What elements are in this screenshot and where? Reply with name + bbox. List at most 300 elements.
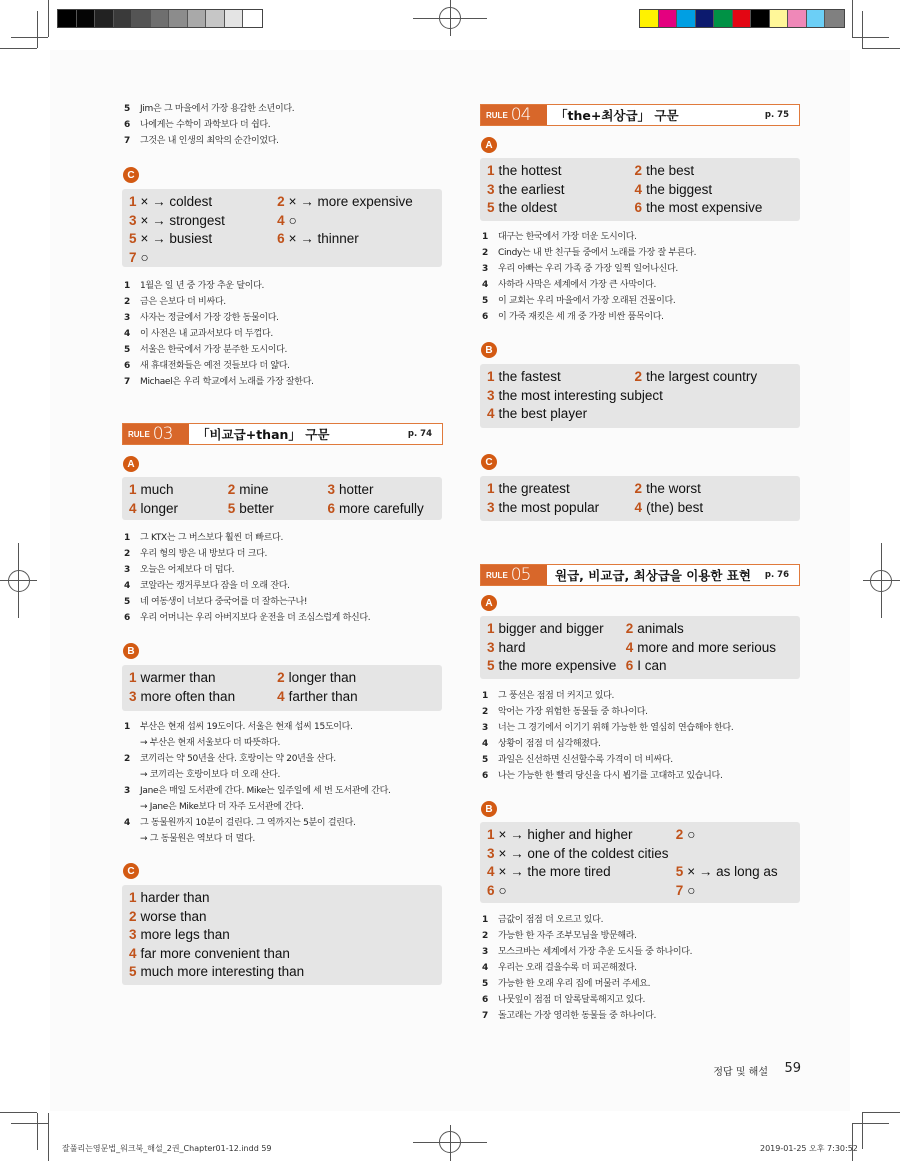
answer-text: better bbox=[239, 500, 274, 516]
answer-item bbox=[487, 480, 635, 499]
answer-row bbox=[129, 908, 435, 927]
translation-item bbox=[122, 767, 462, 783]
answer-item bbox=[635, 499, 793, 518]
translation-item bbox=[122, 546, 462, 562]
answer-text: the most expensive bbox=[646, 200, 763, 215]
answer-number: 3 bbox=[487, 845, 495, 861]
translation-item bbox=[480, 261, 820, 277]
cmyk-color-bar bbox=[639, 9, 845, 28]
rule-page-ref: p. 76 bbox=[764, 570, 789, 580]
answer-row bbox=[487, 620, 793, 639]
answer-item bbox=[635, 480, 793, 499]
answer-row bbox=[129, 249, 435, 268]
color-swatch bbox=[788, 10, 807, 27]
answer-row bbox=[487, 845, 793, 864]
translation-item bbox=[122, 310, 462, 326]
item-text: Jim은 그 마을에서 가장 용감한 소년이다. bbox=[140, 104, 295, 114]
section-badge-b: B bbox=[481, 342, 497, 358]
answer-number: 4 bbox=[277, 212, 285, 228]
answer-item bbox=[626, 657, 793, 676]
item-text: 이 가죽 재킷은 세 개 중 가장 비싼 품목이다. bbox=[498, 312, 664, 322]
answer-item bbox=[487, 845, 680, 864]
translation-list bbox=[122, 719, 462, 847]
rule-tag bbox=[481, 565, 547, 585]
answer-row bbox=[487, 181, 793, 200]
item-text: 부산은 현재 섭씨 19도이다. 서울은 현재 섭씨 15도이다. bbox=[140, 722, 353, 732]
item-text: 이 사전은 내 교과서보다 더 두껍다. bbox=[140, 329, 273, 339]
item-text: 우리 아빠는 우리 가족 중 가장 일찍 일어나신다. bbox=[498, 264, 678, 274]
item-number: 5 bbox=[124, 104, 130, 114]
answer-number: 6 bbox=[487, 882, 495, 898]
answer-text: hard bbox=[498, 639, 526, 655]
answer-number: 4 bbox=[277, 688, 285, 704]
color-swatch bbox=[243, 10, 262, 27]
answer-row bbox=[487, 480, 793, 499]
answer-row bbox=[487, 162, 793, 181]
answer-number: 7 bbox=[129, 249, 137, 265]
answer-text: × → strongest bbox=[140, 212, 225, 228]
answer-text: the hottest bbox=[498, 163, 562, 178]
rule-05-header bbox=[480, 564, 800, 586]
answer-item bbox=[129, 193, 277, 212]
grayscale-color-bar bbox=[57, 9, 263, 28]
answer-item bbox=[327, 481, 435, 500]
item-number: 4 bbox=[124, 818, 130, 828]
answer-number: 3 bbox=[327, 482, 335, 497]
answer-text: harder than bbox=[140, 890, 210, 905]
answer-number: 2 bbox=[227, 482, 236, 497]
crop-mark bbox=[852, 1123, 853, 1161]
translation-item bbox=[480, 704, 820, 720]
answer-item bbox=[487, 387, 663, 406]
translation-item bbox=[480, 293, 820, 309]
color-swatch bbox=[640, 10, 659, 27]
answer-text: longer bbox=[140, 500, 179, 516]
translation-item bbox=[122, 831, 462, 847]
translation-list bbox=[122, 530, 462, 626]
item-text: 모스크바는 세계에서 가장 추운 도시들 중 하나이다. bbox=[498, 947, 693, 957]
answer-number: 6 bbox=[327, 500, 335, 516]
answer-row bbox=[129, 945, 435, 964]
answer-item bbox=[676, 826, 793, 845]
translation-item bbox=[480, 976, 820, 992]
translation-item bbox=[480, 688, 820, 704]
answer-row bbox=[487, 387, 793, 406]
answer-item bbox=[129, 945, 429, 964]
translation-item bbox=[480, 912, 820, 928]
answer-number: 1 bbox=[487, 481, 495, 496]
item-number: 4 bbox=[482, 280, 488, 290]
answer-number: 1 bbox=[129, 194, 137, 209]
item-number: 5 bbox=[124, 345, 130, 355]
answer-item bbox=[277, 669, 435, 688]
answer-number: 4 bbox=[129, 500, 137, 516]
item-number: 6 bbox=[124, 361, 130, 371]
section-badge-b: B bbox=[481, 801, 497, 817]
answer-item bbox=[129, 963, 429, 982]
color-swatch bbox=[807, 10, 826, 27]
crop-mark bbox=[0, 1112, 37, 1113]
rule-title: 「the+최상급」 구문 bbox=[555, 108, 679, 123]
item-text: 우리 형의 방은 내 방보다 더 크다. bbox=[140, 549, 268, 559]
crop-mark bbox=[11, 37, 48, 38]
color-swatch bbox=[77, 10, 96, 27]
answer-number: 1 bbox=[129, 482, 137, 497]
translation-item bbox=[122, 133, 462, 149]
answer-item bbox=[129, 669, 277, 688]
crop-mark bbox=[37, 11, 38, 48]
item-text: Jane은 매일 도서관에 간다. Mike는 일주일에 세 번 도서관에 간다. bbox=[140, 786, 391, 796]
answer-text: more carefully bbox=[338, 500, 424, 516]
section-badge-b: B bbox=[123, 643, 139, 659]
answer-row bbox=[129, 193, 435, 212]
answer-text: × → as long as bbox=[687, 864, 778, 879]
crop-mark bbox=[0, 48, 37, 49]
item-text: 이 교회는 우리 마을에서 가장 오래된 건물이다. bbox=[498, 296, 676, 306]
item-text: 오늘은 어제보다 더 덥다. bbox=[140, 565, 235, 575]
answer-text: ○ bbox=[687, 882, 696, 898]
section-badge-a: A bbox=[481, 595, 497, 611]
answer-item bbox=[129, 212, 277, 231]
answer-text: worse than bbox=[140, 908, 207, 924]
rule-number: 03 bbox=[152, 424, 173, 444]
answer-number: 1 bbox=[487, 369, 495, 384]
crop-mark bbox=[862, 1112, 900, 1113]
answer-text: × → busiest bbox=[140, 231, 213, 246]
crop-mark bbox=[862, 11, 863, 48]
color-swatch bbox=[114, 10, 133, 27]
answer-row bbox=[129, 963, 435, 982]
item-number: 4 bbox=[482, 739, 488, 749]
item-text: 코끼리는 약 50년을 산다. 호랑이는 약 20년을 산다. bbox=[140, 754, 336, 764]
answer-item bbox=[277, 212, 435, 231]
item-number: 2 bbox=[482, 707, 488, 717]
item-number: 1 bbox=[482, 691, 488, 701]
item-number: 5 bbox=[482, 755, 488, 765]
answer-item bbox=[129, 688, 277, 707]
item-number: 7 bbox=[124, 377, 130, 387]
translation-item bbox=[480, 277, 820, 293]
answer-number: 4 bbox=[129, 945, 137, 961]
color-swatch bbox=[132, 10, 151, 27]
translation-list bbox=[480, 229, 820, 325]
translation-item bbox=[122, 294, 462, 310]
print-slug-date: 2019-01-25 오후 7:30:52 bbox=[760, 1144, 858, 1153]
item-text: Michael은 우리 학교에서 노래를 가장 잘한다. bbox=[140, 377, 314, 387]
answer-box bbox=[480, 822, 800, 903]
answer-item bbox=[635, 368, 793, 387]
rule-page-ref: p. 75 bbox=[764, 110, 789, 120]
translation-item bbox=[122, 101, 462, 117]
translation-item bbox=[480, 309, 820, 325]
color-swatch bbox=[770, 10, 789, 27]
answer-number: 6 bbox=[634, 200, 643, 215]
item-text: 상황이 점점 더 심각해졌다. bbox=[498, 739, 601, 749]
color-swatch bbox=[733, 10, 752, 27]
answer-item bbox=[487, 199, 635, 218]
item-text: 대구는 한국에서 가장 더운 도시이다. bbox=[498, 232, 637, 242]
item-number: 2 bbox=[482, 931, 488, 941]
answer-row bbox=[129, 500, 435, 519]
item-text: 새 휴대전화들은 예전 것들보다 더 얇다. bbox=[140, 361, 290, 371]
item-number: 4 bbox=[124, 329, 130, 339]
translation-item bbox=[480, 245, 820, 261]
answer-number: 5 bbox=[129, 964, 137, 979]
item-number: 3 bbox=[124, 313, 130, 323]
item-text: 네 여동생이 너보다 중국어를 더 잘하는구나! bbox=[140, 597, 308, 607]
answer-number: 3 bbox=[129, 927, 137, 942]
answer-row bbox=[487, 863, 793, 882]
translation-item bbox=[122, 594, 462, 610]
answer-number: 1 bbox=[487, 163, 495, 178]
item-number: 1 bbox=[482, 232, 488, 242]
answer-item bbox=[129, 500, 228, 519]
answer-text: × → more expensive bbox=[288, 194, 413, 209]
item-text: 금값이 점점 더 오르고 있다. bbox=[498, 915, 604, 925]
item-number: 3 bbox=[482, 723, 488, 733]
item-number: 5 bbox=[482, 296, 488, 306]
rule-title: 원급, 비교급, 최상급을 이용한 표현 bbox=[555, 568, 751, 583]
answer-row bbox=[487, 639, 793, 658]
answer-box bbox=[122, 189, 442, 267]
rule-number: 04 bbox=[510, 105, 531, 125]
answer-row bbox=[487, 199, 793, 218]
rule-page-ref: p. 74 bbox=[407, 429, 432, 439]
item-text: 1월은 일 년 중 가장 추운 달이다. bbox=[140, 281, 265, 291]
answer-row bbox=[487, 368, 793, 387]
answer-text: the earliest bbox=[498, 181, 565, 197]
color-swatch bbox=[188, 10, 207, 27]
answer-item bbox=[327, 500, 435, 519]
answer-text: farther than bbox=[288, 688, 358, 704]
answer-number: 2 bbox=[277, 194, 285, 209]
crop-mark bbox=[862, 48, 900, 49]
running-footer-title: 정답 및 해설 bbox=[713, 1067, 768, 1078]
answer-text: the biggest bbox=[646, 181, 713, 197]
rule-03-header bbox=[122, 423, 443, 445]
translation-item bbox=[122, 578, 462, 594]
item-text: → Jane은 Mike보다 더 자주 도서관에 간다. bbox=[140, 802, 304, 812]
rule-label: RULE bbox=[486, 570, 508, 580]
answer-number: 3 bbox=[129, 212, 137, 228]
translation-item bbox=[122, 278, 462, 294]
color-swatch bbox=[58, 10, 77, 27]
item-number: 2 bbox=[482, 248, 488, 258]
rule-04-header bbox=[480, 104, 800, 126]
print-slug-filename: 잘풀리는영문법_워크북_해설_2권_Chapter01-12.indd 59 bbox=[62, 1144, 272, 1153]
item-number: 2 bbox=[124, 754, 130, 764]
item-text: 가능한 한 자주 조부모님을 방문해라. bbox=[498, 931, 637, 941]
item-text: 나에게는 수학이 과학보다 더 쉽다. bbox=[140, 120, 271, 130]
item-number bbox=[122, 799, 140, 815]
answer-item bbox=[626, 639, 793, 658]
answer-number: 1 bbox=[129, 670, 137, 685]
item-number: 7 bbox=[482, 1011, 488, 1021]
answer-text: the largest country bbox=[646, 369, 758, 384]
answer-text: much bbox=[140, 482, 174, 497]
crop-mark bbox=[48, 0, 49, 37]
item-number: 3 bbox=[124, 786, 130, 796]
color-swatch bbox=[169, 10, 188, 27]
answer-number: 1 bbox=[129, 890, 137, 905]
item-number: 5 bbox=[482, 979, 488, 989]
color-swatch bbox=[696, 10, 715, 27]
translation-item bbox=[122, 358, 462, 374]
answer-number: 5 bbox=[487, 200, 495, 215]
answer-text: more and more serious bbox=[637, 639, 777, 655]
answer-number: 3 bbox=[129, 688, 137, 704]
item-text: 그것은 내 인생의 최악의 순간이었다. bbox=[140, 136, 279, 146]
translation-item bbox=[122, 783, 462, 799]
answer-text: the best bbox=[646, 163, 695, 178]
answer-item bbox=[228, 500, 328, 519]
answer-number: 4 bbox=[634, 181, 643, 197]
answer-number: 4 bbox=[487, 864, 495, 879]
item-number: 4 bbox=[124, 581, 130, 591]
answer-item bbox=[676, 882, 793, 901]
color-swatch bbox=[151, 10, 170, 27]
answer-row bbox=[487, 499, 793, 518]
answer-number: 5 bbox=[227, 500, 236, 516]
item-number: 5 bbox=[124, 597, 130, 607]
item-text: 서울은 한국에서 가장 분주한 도시이다. bbox=[140, 345, 288, 355]
answer-text: the worst bbox=[646, 481, 701, 496]
answer-text: × → coldest bbox=[140, 194, 213, 209]
section-badge-a: A bbox=[481, 137, 497, 153]
rule-title: 「비교급+than」 구문 bbox=[197, 427, 330, 442]
answer-number: 5 bbox=[675, 864, 684, 879]
item-number: 4 bbox=[482, 963, 488, 973]
answer-item bbox=[487, 863, 676, 882]
answer-number: 2 bbox=[634, 369, 643, 384]
answer-text: ○ bbox=[140, 249, 149, 265]
item-text: → 그 동물원은 역보다 더 멀다. bbox=[140, 834, 255, 844]
answer-box bbox=[122, 665, 442, 711]
item-number: 6 bbox=[482, 995, 488, 1005]
answer-row bbox=[487, 882, 793, 901]
answer-item bbox=[129, 908, 429, 927]
answer-text: the more expensive bbox=[498, 658, 617, 673]
answer-text: the most interesting subject bbox=[498, 387, 663, 403]
answer-number: 2 bbox=[634, 163, 643, 178]
item-number: 3 bbox=[482, 947, 488, 957]
answer-item bbox=[487, 620, 626, 639]
item-number: 3 bbox=[124, 565, 130, 575]
answer-number: 4 bbox=[625, 639, 634, 655]
answer-number: 3 bbox=[487, 387, 495, 403]
translation-item bbox=[122, 562, 462, 578]
translation-item bbox=[480, 992, 820, 1008]
item-text: 사하라 사막은 세계에서 가장 큰 사막이다. bbox=[498, 280, 657, 290]
translation-item bbox=[122, 326, 462, 342]
item-text: 금은 은보다 더 비싸다. bbox=[140, 297, 226, 307]
answer-text: far more convenient than bbox=[140, 945, 290, 961]
item-text: 너는 그 경기에서 이기기 위해 가능한 한 열심히 연습해야 한다. bbox=[498, 723, 734, 733]
translation-item bbox=[122, 610, 462, 626]
answer-number: 3 bbox=[487, 499, 495, 515]
crop-mark bbox=[852, 0, 853, 37]
answer-row bbox=[129, 481, 435, 500]
answer-text: × → higher and higher bbox=[498, 827, 633, 842]
color-swatch bbox=[677, 10, 696, 27]
answer-item bbox=[487, 368, 635, 387]
rule-tag bbox=[123, 424, 189, 444]
crop-mark bbox=[852, 37, 889, 38]
item-text: 우리는 오래 걸을수록 더 피곤해졌다. bbox=[498, 963, 637, 973]
item-number: 6 bbox=[482, 771, 488, 781]
answer-item bbox=[129, 230, 277, 249]
answer-text: the fastest bbox=[498, 369, 561, 384]
answer-text: warmer than bbox=[140, 670, 216, 685]
answer-number: 2 bbox=[675, 827, 684, 842]
answer-item bbox=[129, 926, 429, 945]
translation-item bbox=[122, 342, 462, 358]
answer-box bbox=[122, 477, 442, 520]
answer-text: × → thinner bbox=[288, 231, 359, 246]
answer-number: 5 bbox=[129, 231, 137, 246]
translation-item bbox=[480, 752, 820, 768]
translation-item bbox=[122, 815, 462, 831]
answer-text: the greatest bbox=[498, 481, 570, 496]
answer-text: I can bbox=[637, 658, 667, 673]
item-text: 사자는 정글에서 가장 강한 동물이다. bbox=[140, 313, 279, 323]
item-text: → 코끼리는 호랑이보다 더 오래 산다. bbox=[140, 770, 281, 780]
rule-tag bbox=[481, 105, 547, 125]
answer-number: 5 bbox=[487, 658, 495, 673]
translation-list bbox=[480, 912, 820, 1024]
answer-row bbox=[487, 405, 793, 424]
translation-item bbox=[480, 736, 820, 752]
answer-row bbox=[129, 926, 435, 945]
translation-item bbox=[480, 229, 820, 245]
item-number: 2 bbox=[124, 297, 130, 307]
answer-box bbox=[480, 158, 800, 221]
answer-number: 6 bbox=[277, 231, 285, 246]
answer-number: 4 bbox=[634, 499, 643, 515]
answer-item bbox=[228, 481, 328, 500]
translation-item bbox=[122, 751, 462, 767]
answer-number: 4 bbox=[487, 406, 495, 421]
rule-number: 05 bbox=[510, 565, 531, 585]
answer-text: hotter bbox=[338, 482, 374, 497]
translation-item bbox=[122, 374, 462, 390]
item-text: 그 KTX는 그 버스보다 훨씬 더 빠르다. bbox=[140, 533, 284, 543]
answer-text: (the) best bbox=[646, 499, 704, 515]
item-number: 2 bbox=[124, 549, 130, 559]
item-number bbox=[122, 831, 140, 847]
answer-number: 6 bbox=[625, 658, 634, 673]
item-number: 1 bbox=[124, 722, 130, 732]
answer-row bbox=[487, 657, 793, 676]
answer-text: mine bbox=[239, 482, 269, 497]
answer-row bbox=[129, 669, 435, 688]
translation-item bbox=[122, 735, 462, 751]
answer-box bbox=[122, 885, 442, 985]
color-swatch bbox=[714, 10, 733, 27]
answer-text: bigger and bigger bbox=[498, 621, 604, 636]
item-text: → 부산은 현재 서울보다 더 따뜻하다. bbox=[140, 738, 281, 748]
section-badge-c: C bbox=[123, 167, 139, 183]
answer-number: 2 bbox=[625, 621, 634, 636]
answer-row bbox=[487, 826, 793, 845]
section-badge-c: C bbox=[123, 863, 139, 879]
answer-number: 1 bbox=[487, 827, 495, 842]
item-text: 나는 가능한 한 빨리 당신을 다시 뵙기를 고대하고 있습니다. bbox=[498, 771, 723, 781]
answer-number: 2 bbox=[129, 908, 137, 924]
answer-item bbox=[277, 230, 435, 249]
answer-item bbox=[129, 889, 429, 908]
translation-item bbox=[480, 928, 820, 944]
